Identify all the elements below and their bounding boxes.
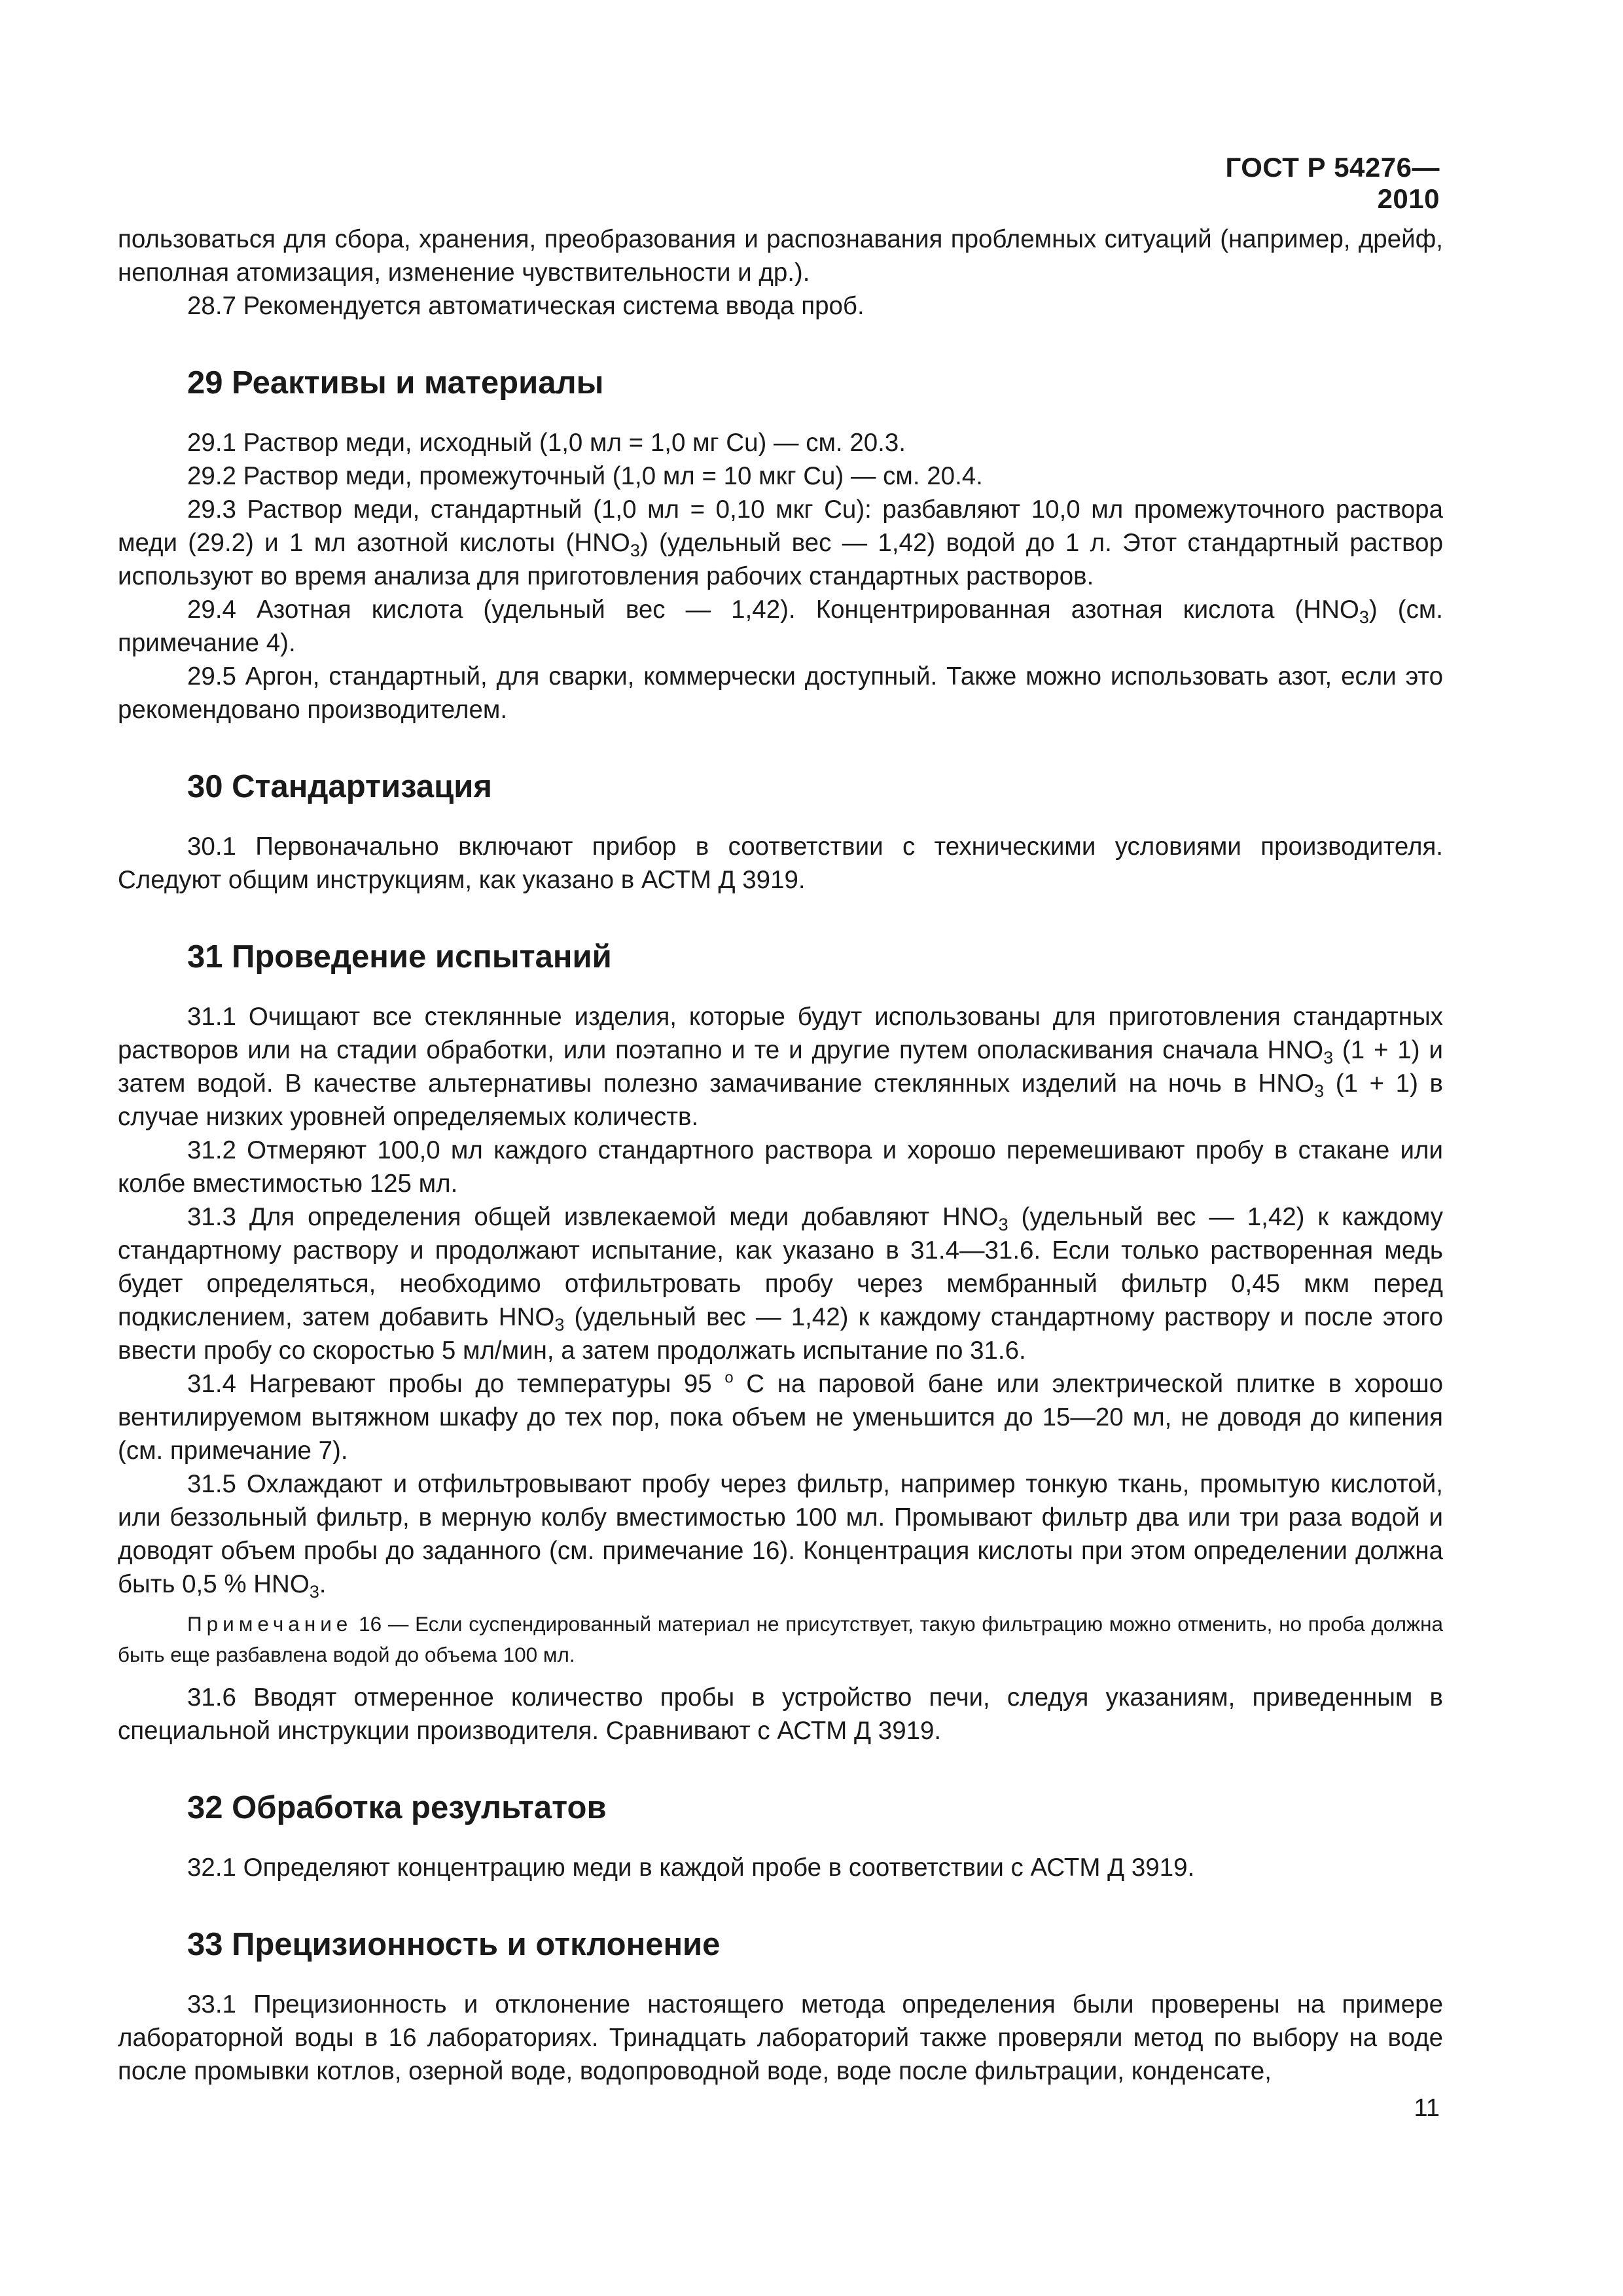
paragraph-30-1: 30.1 Первоначально включают прибор в соответствии с техническими условиями производителя. Следуют общим инструкциям, как указано в АСТМ Д 3919. [118,833,1443,894]
note-label: Примечание [187,1612,353,1636]
paragraph-31-1: 31.1 Очищают все стеклянные изделия, которые будут использованы для приготовления стандартных растворов или на стадии обработки, или поэтапно и те и другие путем ополаскивания сначала $HNO_3$ (1 + 1) и затем водой. В качестве альтернативы полезно замачивание стеклянных изделий на ночь в $HNO_3$ (1 + 1) в случае низких уровней определяемых количеств. [118,1003,1443,1131]
section-31-heading: 31 Проведение испытаний [187,939,612,975]
chem-subscript: 3 [998,1215,1008,1235]
page-content [118,223,1443,2088]
paragraph-29-5: 29.5 Аргон, стандартный, для сварки, коммерчески доступный. Также можно использовать азот, если это рекомендовано производителем. [118,662,1443,724]
chem-subscript: 3 [1359,607,1369,628]
section-29-heading: 29 Реактивы и материалы [187,365,604,401]
chem-subscript: 3 [1314,1081,1325,1102]
continued-paragraph: пользоваться для сбора, хранения, преобразования и распознавания проблемных ситуаций (например, дрейф, неполная атомизация, изменение чувствительности и др.). [118,225,1443,287]
chem-subscript: 3 [309,1582,319,1602]
paragraph-31-6: 31.6 Вводят отмеренное количество пробы в устройство печи, следуя указаниям, приведенным в специальной инструкции производителя. Сравнивают с АСТМ Д 3919. [118,1683,1443,1745]
section-33-heading: 33 Прецизионность и отклонение [187,1927,721,1962]
document-code-header: ГОСТ Р 54276—2010 [1225,152,1440,214]
section-32-heading: 32 Обработка результатов [187,1790,607,1825]
paragraph-29-3: 29.3 Раствор меди, стандартный (1,0 мл = 0,10 мкг Cu): разбавляют 10,0 мл промежуточного раствора меди (29.2) и 1 мл азотной кислоты $(HNO_3)$ (удельный вес — 1,42) водой до 1 л. Этот стандартный раствор используют во время анализа для приготовления рабочих стандартных растворов. [118,495,1443,590]
paragraph-32-1: 32.1 Определяют концентрацию меди в каждой пробе в соответствии с АСТМ Д 3919. [187,1854,1195,1882]
paragraph-31-2: 31.2 Отмеряют 100,0 мл каждого стандартного раствора и хорошо перемешивают пробу в стакане или колбе вместимостью 125 мл. [118,1136,1443,1198]
paragraph-31-4: 31.4 Нагревают пробы до температуры 95 $^о$ С на паровой бане или электрической плитке в хорошо вентилируемом вытяжном шкафу до тех пор, пока объем не уменьшится до 15—20 мл, не доводя до кипения (см. примечание 7). [118,1369,1444,1465]
paragraph-31-5: 31.5 Охлаждают и отфильтровывают пробу через фильтр, например тонкую ткань, промытую кислотой, или беззольный фильтр, в мерную колбу вместимостью 100 мл. Промывают фильтр два или три раза водой и доводят объем пробы до заданного (см. примечание 16). Концентрация кислоты при этом определении должна быть 0,5 % $HNO_3$. [118,1470,1443,1602]
paragraph-28-7: 28.7 Рекомендуется автоматическая система ввода проб. [187,292,865,320]
paragraph-29-1: 29.1 Раствор меди, исходный (1,0 мл = 1,0 мг Cu) — см. 20.3. [187,429,906,457]
chem-subscript: 3 [630,541,640,561]
paragraph-29-2: 29.2 Раствор меди, промежуточный (1,0 мл = 10 мкг Cu) — см. 20.4. [187,462,983,490]
note-16: Примечание 16 — Если суспендированный материал не присутствует, такую фильтрацию можно отменить, но проба должна быть еще разбавлена водой до объема 100 мл. [118,1612,1443,1666]
section-30-heading: 30 Стандартизация [187,769,492,804]
page-number: 11 [1414,2094,1440,2122]
paragraph-31-3: 31.3 Для определения общей извлекаемой меди добавляют $HNO_3$ (удельный вес — 1,42) к каждому стандартному раствору и продолжают испытание, как указано в 31.4—31.6. Если только растворенная медь будет определяться, необходимо отфильтровать пробу через мембранный фильтр 0,45 мкм перед подкислением, затем добавить $HNO_3$ (удельный вес — 1,42) к каждому стандартному раствору и после этого ввести пробу со скоростью 5 мл/мин, а затем продолжать испытание по 31.6. [118,1203,1444,1365]
chem-subscript: 3 [554,1315,565,1335]
paragraph-29-4: 29.4 Азотная кислота (удельный вес — 1,42). Концентрированная азотная кислота $(HNO_3)$ (см. примечание 4). [118,596,1443,657]
degree-superscript: о [724,1369,734,1387]
chem-subscript: 3 [1323,1048,1334,1068]
paragraph-33-1: 33.1 Прецизионность и отклонение настоящего метода определения были проверены на примере лабораторной воды в 16 лабораториях. Тринадцать лабораторий также проверяли метод по выбору на воде после промывки котлов, озерной воде, водопроводной воде, воде после фильтрации, конденсате, [118,1990,1443,2085]
